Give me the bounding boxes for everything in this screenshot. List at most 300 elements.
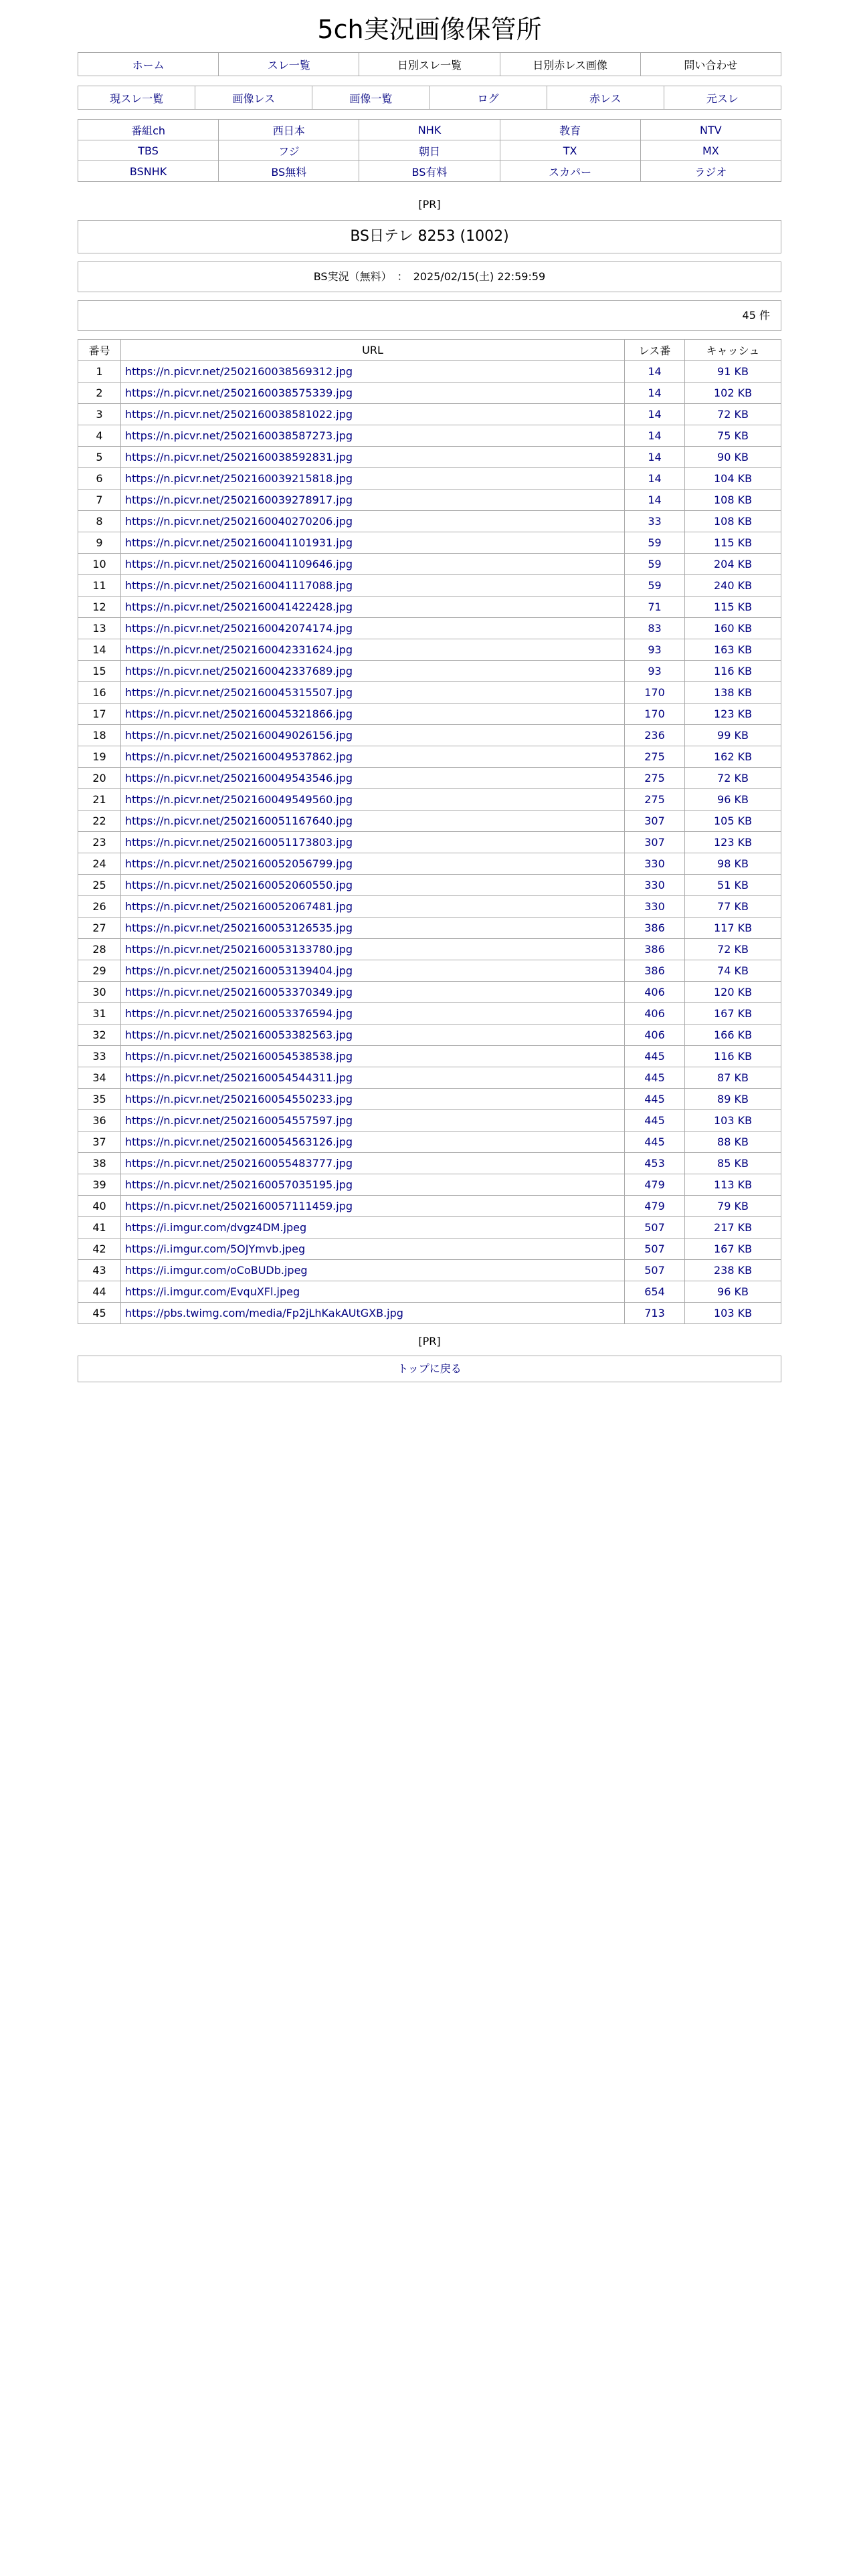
row-res-link[interactable]: 59 bbox=[625, 532, 685, 554]
row-index: 22 bbox=[78, 811, 121, 832]
channel-link[interactable]: スカパー bbox=[549, 165, 592, 179]
row-cache-link[interactable]: 74 KB bbox=[685, 960, 781, 982]
row-cache-link[interactable]: 117 KB bbox=[685, 918, 781, 939]
nav-secondary-item[interactable]: 元スレ bbox=[706, 92, 739, 105]
row-cache-link[interactable]: 96 KB bbox=[685, 789, 781, 811]
row-cache-link[interactable]: 87 KB bbox=[685, 1067, 781, 1089]
row-res-link[interactable]: 406 bbox=[625, 1003, 685, 1025]
table-row bbox=[78, 789, 781, 811]
row-url-cell bbox=[121, 811, 625, 832]
nav-primary-cell bbox=[500, 53, 640, 76]
row-url-cell bbox=[121, 618, 625, 639]
nav-secondary-cell bbox=[195, 86, 312, 110]
row-cache-link[interactable]: 99 KB bbox=[685, 725, 781, 746]
table-row bbox=[78, 1067, 781, 1089]
channel-link[interactable]: 西日本 bbox=[272, 124, 305, 137]
row-url-link[interactable]: https://n.picvr.net/2502160053133780.jpg bbox=[125, 943, 353, 956]
row-url-cell bbox=[121, 768, 625, 789]
secondary-nav bbox=[78, 86, 781, 110]
row-index: 6 bbox=[78, 468, 121, 490]
channel-link[interactable]: BSNHK bbox=[129, 165, 167, 178]
row-res-link[interactable]: 307 bbox=[625, 811, 685, 832]
row-index: 36 bbox=[78, 1110, 121, 1132]
row-res-link[interactable]: 453 bbox=[625, 1153, 685, 1174]
row-url-cell bbox=[121, 1303, 625, 1324]
table-row bbox=[78, 597, 781, 618]
row-url-link[interactable]: https://n.picvr.net/2502160051167640.jpg bbox=[125, 815, 353, 827]
row-index: 1 bbox=[78, 361, 121, 383]
row-url-link[interactable]: https://n.picvr.net/2502160053126535.jpg bbox=[125, 922, 353, 934]
channel-link[interactable]: 番組ch bbox=[131, 124, 166, 137]
row-cache-link[interactable]: 98 KB bbox=[685, 853, 781, 875]
row-url-cell bbox=[121, 554, 625, 575]
row-url-link[interactable]: https://n.picvr.net/2502160038575339.jpg bbox=[125, 387, 353, 399]
channel-link[interactable]: BS無料 bbox=[271, 165, 307, 179]
nav-secondary-item[interactable]: 画像レス bbox=[232, 92, 275, 105]
row-url-link[interactable]: https://n.picvr.net/2502160054544311.jpg bbox=[125, 1071, 353, 1084]
row-cache-link[interactable]: 138 KB bbox=[685, 682, 781, 704]
table-row bbox=[78, 1089, 781, 1110]
row-res-link[interactable]: 14 bbox=[625, 490, 685, 511]
table-row bbox=[78, 1281, 781, 1303]
row-url-cell bbox=[121, 468, 625, 490]
row-res-link[interactable]: 479 bbox=[625, 1174, 685, 1196]
row-res-link[interactable]: 14 bbox=[625, 383, 685, 404]
row-index: 35 bbox=[78, 1089, 121, 1110]
row-cache-link[interactable]: 85 KB bbox=[685, 1153, 781, 1174]
row-index: 28 bbox=[78, 939, 121, 960]
row-cache-link[interactable]: 96 KB bbox=[685, 1281, 781, 1303]
row-index: 19 bbox=[78, 746, 121, 768]
row-cache-link[interactable]: 160 KB bbox=[685, 618, 781, 639]
row-res-link[interactable]: 14 bbox=[625, 468, 685, 490]
row-res-link[interactable]: 507 bbox=[625, 1239, 685, 1260]
table-row bbox=[78, 1025, 781, 1046]
row-url-link[interactable]: https://n.picvr.net/2502160041109646.jpg bbox=[125, 558, 353, 570]
row-url-cell bbox=[121, 704, 625, 725]
row-res-link[interactable]: 59 bbox=[625, 554, 685, 575]
table-row bbox=[78, 383, 781, 404]
nav-primary-cell bbox=[219, 53, 359, 76]
nav-secondary-item[interactable]: ログ bbox=[477, 92, 499, 105]
row-cache-link[interactable]: 115 KB bbox=[685, 597, 781, 618]
row-res-link[interactable]: 406 bbox=[625, 1025, 685, 1046]
row-cache-link[interactable]: 162 KB bbox=[685, 746, 781, 768]
nav-primary-cell bbox=[78, 53, 219, 76]
row-index: 31 bbox=[78, 1003, 121, 1025]
row-cache-link[interactable]: 89 KB bbox=[685, 1089, 781, 1110]
nav-primary-item[interactable]: ホーム bbox=[132, 58, 165, 72]
row-url-link[interactable]: https://n.picvr.net/2502160041117088.jpg bbox=[125, 579, 353, 592]
channel-cell bbox=[219, 161, 359, 182]
row-url-link[interactable]: https://pbs.twimg.com/media/Fp2jLhKakAUtGXB.jpg bbox=[125, 1307, 403, 1319]
row-index: 32 bbox=[78, 1025, 121, 1046]
row-url-link[interactable]: https://n.picvr.net/2502160038581022.jpg bbox=[125, 408, 353, 421]
table-row bbox=[78, 725, 781, 746]
row-url-link[interactable]: https://n.picvr.net/2502160052067481.jpg bbox=[125, 900, 353, 913]
row-res-link[interactable]: 275 bbox=[625, 768, 685, 789]
nav-secondary-cell bbox=[547, 86, 664, 110]
channel-link[interactable]: 教育 bbox=[559, 124, 581, 137]
pr-label[interactable]: [PR] bbox=[418, 198, 441, 211]
row-cache-link[interactable]: 217 KB bbox=[685, 1217, 781, 1239]
row-cache-link[interactable]: 163 KB bbox=[685, 639, 781, 661]
row-index: 2 bbox=[78, 383, 121, 404]
row-url-link[interactable]: https://n.picvr.net/2502160038587273.jpg bbox=[125, 429, 353, 442]
row-url-link[interactable]: https://n.picvr.net/2502160049026156.jpg bbox=[125, 729, 353, 742]
channel-cell bbox=[640, 140, 781, 161]
row-cache-link[interactable]: 72 KB bbox=[685, 939, 781, 960]
row-cache-link[interactable]: 103 KB bbox=[685, 1303, 781, 1324]
row-index: 45 bbox=[78, 1303, 121, 1324]
channel-link[interactable]: ラジオ bbox=[694, 165, 727, 179]
row-index: 21 bbox=[78, 789, 121, 811]
row-index: 20 bbox=[78, 768, 121, 789]
row-res-link[interactable]: 14 bbox=[625, 447, 685, 468]
row-url-cell bbox=[121, 1281, 625, 1303]
table-row bbox=[78, 1217, 781, 1239]
row-url-link[interactable]: https://n.picvr.net/2502160045315507.jpg bbox=[125, 686, 353, 699]
row-url-link[interactable]: https://n.picvr.net/2502160053382563.jpg bbox=[125, 1029, 353, 1041]
row-cache-link[interactable]: 204 KB bbox=[685, 554, 781, 575]
row-cache-link[interactable]: 72 KB bbox=[685, 768, 781, 789]
channel-link[interactable]: NHK bbox=[417, 123, 442, 136]
table-row bbox=[78, 532, 781, 554]
row-index: 18 bbox=[78, 725, 121, 746]
table-row bbox=[78, 1132, 781, 1153]
row-index: 11 bbox=[78, 575, 121, 597]
row-cache-link[interactable]: 90 KB bbox=[685, 447, 781, 468]
row-cache-link[interactable]: 91 KB bbox=[685, 361, 781, 383]
header-index: 番号 bbox=[78, 340, 121, 361]
row-url-link[interactable]: https://n.picvr.net/2502160038592831.jpg bbox=[125, 451, 353, 463]
row-url-link[interactable]: https://n.picvr.net/2502160040270206.jpg bbox=[125, 515, 353, 528]
row-url-cell bbox=[121, 725, 625, 746]
row-url-cell bbox=[121, 1046, 625, 1067]
channel-cell bbox=[500, 161, 640, 182]
table-row bbox=[78, 875, 781, 896]
row-res-link[interactable]: 170 bbox=[625, 704, 685, 725]
row-url-link[interactable]: https://n.picvr.net/2502160054538538.jpg bbox=[125, 1050, 353, 1063]
row-index: 5 bbox=[78, 447, 121, 468]
table-row bbox=[78, 511, 781, 532]
row-url-cell bbox=[121, 1239, 625, 1260]
row-cache-link[interactable]: 116 KB bbox=[685, 661, 781, 682]
row-url-cell bbox=[121, 789, 625, 811]
row-url-cell bbox=[121, 425, 625, 447]
row-url-cell bbox=[121, 361, 625, 383]
table-row bbox=[78, 1003, 781, 1025]
row-url-link[interactable]: https://n.picvr.net/2502160052056799.jpg bbox=[125, 857, 353, 870]
row-index: 7 bbox=[78, 490, 121, 511]
row-index: 37 bbox=[78, 1132, 121, 1153]
channel-cell bbox=[640, 120, 781, 140]
row-url-link[interactable]: https://n.picvr.net/2502160045321866.jpg bbox=[125, 708, 353, 720]
row-res-link[interactable]: 386 bbox=[625, 918, 685, 939]
row-url-cell bbox=[121, 918, 625, 939]
row-cache-link[interactable]: 123 KB bbox=[685, 832, 781, 853]
channel-cell bbox=[78, 161, 219, 182]
row-cache-link[interactable]: 108 KB bbox=[685, 490, 781, 511]
row-url-cell bbox=[121, 939, 625, 960]
row-index: 9 bbox=[78, 532, 121, 554]
row-res-link[interactable]: 236 bbox=[625, 725, 685, 746]
row-url-link[interactable]: https://n.picvr.net/2502160053139404.jpg bbox=[125, 964, 353, 977]
row-url-link[interactable]: https://n.picvr.net/2502160039278917.jpg bbox=[125, 494, 353, 506]
row-cache-link[interactable]: 123 KB bbox=[685, 704, 781, 725]
table-row bbox=[78, 490, 781, 511]
row-url-link[interactable]: https://n.picvr.net/2502160057111459.jpg bbox=[125, 1200, 353, 1212]
row-res-link[interactable]: 507 bbox=[625, 1260, 685, 1281]
row-cache-link[interactable]: 104 KB bbox=[685, 468, 781, 490]
table-row bbox=[78, 404, 781, 425]
row-res-link[interactable]: 386 bbox=[625, 960, 685, 982]
row-url-cell bbox=[121, 490, 625, 511]
row-cache-link[interactable]: 79 KB bbox=[685, 1196, 781, 1217]
row-res-link[interactable]: 330 bbox=[625, 875, 685, 896]
row-url-link[interactable]: https://n.picvr.net/2502160053370349.jpg bbox=[125, 986, 353, 998]
thread-title: BS日テレ 8253 (1002) bbox=[78, 220, 781, 253]
item-count: 45 件 bbox=[78, 300, 781, 331]
row-index: 12 bbox=[78, 597, 121, 618]
row-res-link[interactable]: 654 bbox=[625, 1281, 685, 1303]
row-res-link[interactable]: 445 bbox=[625, 1089, 685, 1110]
row-cache-link[interactable]: 75 KB bbox=[685, 425, 781, 447]
row-res-link[interactable]: 71 bbox=[625, 597, 685, 618]
table-row bbox=[78, 960, 781, 982]
row-url-link[interactable]: https://n.picvr.net/2502160049549560.jpg bbox=[125, 793, 353, 806]
row-index: 38 bbox=[78, 1153, 121, 1174]
header-url: URL bbox=[121, 340, 625, 361]
row-url-link[interactable]: https://n.picvr.net/2502160049537862.jpg bbox=[125, 750, 353, 763]
row-url-link[interactable]: https://i.imgur.com/dvgz4DM.jpeg bbox=[125, 1221, 307, 1234]
row-index: 29 bbox=[78, 960, 121, 982]
row-res-link[interactable]: 59 bbox=[625, 575, 685, 597]
nav-secondary-item[interactable]: 現スレ一覧 bbox=[110, 92, 164, 105]
row-url-cell bbox=[121, 746, 625, 768]
table-row bbox=[78, 1174, 781, 1196]
row-url-cell bbox=[121, 1067, 625, 1089]
row-url-cell bbox=[121, 1174, 625, 1196]
row-url-link[interactable]: https://n.picvr.net/2502160054550233.jpg bbox=[125, 1093, 353, 1105]
row-url-link[interactable]: https://n.picvr.net/2502160042331624.jpg bbox=[125, 643, 353, 656]
row-cache-link[interactable]: 102 KB bbox=[685, 383, 781, 404]
row-index: 26 bbox=[78, 896, 121, 918]
table-row bbox=[78, 639, 781, 661]
row-index: 10 bbox=[78, 554, 121, 575]
row-url-link[interactable]: https://n.picvr.net/2502160051173803.jpg bbox=[125, 836, 353, 849]
table-header-row bbox=[78, 340, 781, 361]
row-cache-link[interactable]: 238 KB bbox=[685, 1260, 781, 1281]
row-cache-link[interactable]: 88 KB bbox=[685, 1132, 781, 1153]
row-cache-link[interactable]: 166 KB bbox=[685, 1025, 781, 1046]
table-row bbox=[78, 682, 781, 704]
row-url-link[interactable]: https://n.picvr.net/2502160054563126.jpg bbox=[125, 1136, 353, 1148]
row-res-link[interactable]: 170 bbox=[625, 682, 685, 704]
row-index: 27 bbox=[78, 918, 121, 939]
row-index: 14 bbox=[78, 639, 121, 661]
row-url-cell bbox=[121, 896, 625, 918]
nav-secondary-cell bbox=[312, 86, 430, 110]
row-res-link[interactable]: 275 bbox=[625, 746, 685, 768]
channel-cell bbox=[640, 161, 781, 182]
row-url-link[interactable]: https://n.picvr.net/2502160041422428.jpg bbox=[125, 601, 353, 613]
row-url-cell bbox=[121, 1089, 625, 1110]
row-url-link[interactable]: https://i.imgur.com/EvquXFl.jpeg bbox=[125, 1285, 300, 1298]
row-res-link[interactable]: 445 bbox=[625, 1046, 685, 1067]
row-url-link[interactable]: https://n.picvr.net/2502160041101931.jpg bbox=[125, 536, 353, 549]
row-res-link[interactable]: 33 bbox=[625, 511, 685, 532]
channel-row bbox=[78, 140, 781, 161]
row-url-link[interactable]: https://n.picvr.net/2502160042074174.jpg bbox=[125, 622, 353, 635]
row-url-cell bbox=[121, 1110, 625, 1132]
row-index: 3 bbox=[78, 404, 121, 425]
table-row bbox=[78, 618, 781, 639]
row-cache-link[interactable]: 120 KB bbox=[685, 982, 781, 1003]
row-url-cell bbox=[121, 532, 625, 554]
nav-primary-item: 問い合わせ bbox=[684, 58, 738, 72]
row-index: 30 bbox=[78, 982, 121, 1003]
table-row bbox=[78, 661, 781, 682]
row-index: 16 bbox=[78, 682, 121, 704]
channel-cell bbox=[500, 120, 640, 140]
row-url-link[interactable]: https://n.picvr.net/2502160042337689.jpg bbox=[125, 665, 353, 677]
row-cache-link[interactable]: 77 KB bbox=[685, 896, 781, 918]
row-url-cell bbox=[121, 1217, 625, 1239]
row-url-link[interactable]: https://i.imgur.com/oCoBUDb.jpeg bbox=[125, 1264, 308, 1277]
row-index: 13 bbox=[78, 618, 121, 639]
table-row bbox=[78, 1260, 781, 1281]
channel-cell bbox=[359, 120, 500, 140]
row-cache-link[interactable]: 103 KB bbox=[685, 1110, 781, 1132]
back-to-top-link[interactable]: トップに戻る bbox=[397, 1362, 462, 1375]
row-index: 15 bbox=[78, 661, 121, 682]
row-res-link[interactable]: 386 bbox=[625, 939, 685, 960]
row-index: 4 bbox=[78, 425, 121, 447]
image-table bbox=[78, 339, 781, 1324]
table-row bbox=[78, 1239, 781, 1260]
row-res-link[interactable]: 445 bbox=[625, 1132, 685, 1153]
row-index: 17 bbox=[78, 704, 121, 725]
row-url-cell bbox=[121, 682, 625, 704]
row-url-link[interactable]: https://n.picvr.net/2502160039215818.jpg bbox=[125, 472, 353, 485]
site-title: 5ch実況画像保管所 bbox=[317, 15, 542, 44]
table-row bbox=[78, 425, 781, 447]
row-url-link[interactable]: https://n.picvr.net/2502160055483777.jpg bbox=[125, 1157, 353, 1170]
row-index: 41 bbox=[78, 1217, 121, 1239]
table-row bbox=[78, 1196, 781, 1217]
row-url-cell bbox=[121, 1003, 625, 1025]
channel-link[interactable]: 朝日 bbox=[418, 144, 440, 158]
row-cache-link[interactable]: 108 KB bbox=[685, 511, 781, 532]
row-index: 8 bbox=[78, 511, 121, 532]
row-index: 44 bbox=[78, 1281, 121, 1303]
row-res-link[interactable]: 445 bbox=[625, 1110, 685, 1132]
row-res-link[interactable]: 83 bbox=[625, 618, 685, 639]
bottom-pr-label[interactable]: [PR] bbox=[418, 1335, 441, 1348]
row-res-link[interactable]: 406 bbox=[625, 982, 685, 1003]
row-res-link[interactable]: 479 bbox=[625, 1196, 685, 1217]
row-res-link[interactable]: 93 bbox=[625, 639, 685, 661]
row-url-cell bbox=[121, 575, 625, 597]
row-url-link[interactable]: https://n.picvr.net/2502160054557597.jpg bbox=[125, 1114, 353, 1127]
row-url-link[interactable]: https://i.imgur.com/5OJYmvb.jpeg bbox=[125, 1243, 306, 1255]
row-cache-link[interactable]: 167 KB bbox=[685, 1239, 781, 1260]
row-cache-link[interactable]: 115 KB bbox=[685, 532, 781, 554]
row-url-cell bbox=[121, 1153, 625, 1174]
table-row bbox=[78, 768, 781, 789]
row-url-cell bbox=[121, 960, 625, 982]
row-cache-link[interactable]: 167 KB bbox=[685, 1003, 781, 1025]
channel-link[interactable]: TBS bbox=[138, 144, 159, 157]
table-row bbox=[78, 1303, 781, 1324]
table-row bbox=[78, 575, 781, 597]
channel-link[interactable]: BS有料 bbox=[411, 165, 448, 179]
row-cache-link[interactable]: 116 KB bbox=[685, 1046, 781, 1067]
row-cache-link[interactable]: 72 KB bbox=[685, 404, 781, 425]
row-url-link[interactable]: https://n.picvr.net/2502160049543546.jpg bbox=[125, 772, 353, 784]
channel-link[interactable]: フジ bbox=[278, 144, 300, 158]
row-res-link[interactable]: 14 bbox=[625, 404, 685, 425]
row-res-link[interactable]: 93 bbox=[625, 661, 685, 682]
row-res-link[interactable]: 307 bbox=[625, 832, 685, 853]
row-res-link[interactable]: 330 bbox=[625, 853, 685, 875]
row-res-link[interactable]: 275 bbox=[625, 789, 685, 811]
row-url-link[interactable]: https://n.picvr.net/2502160057035195.jpg bbox=[125, 1178, 353, 1191]
row-index: 25 bbox=[78, 875, 121, 896]
row-index: 33 bbox=[78, 1046, 121, 1067]
nav-secondary-item[interactable]: 画像一覧 bbox=[349, 92, 393, 105]
row-url-cell bbox=[121, 1132, 625, 1153]
row-url-cell bbox=[121, 853, 625, 875]
channel-row bbox=[78, 120, 781, 140]
row-url-cell bbox=[121, 597, 625, 618]
row-url-cell bbox=[121, 1025, 625, 1046]
header-cache: キャッシュ bbox=[685, 340, 781, 361]
channel-cell bbox=[500, 140, 640, 161]
row-res-link[interactable]: 445 bbox=[625, 1067, 685, 1089]
table-row bbox=[78, 447, 781, 468]
channel-link[interactable]: MX bbox=[702, 144, 719, 157]
row-index: 42 bbox=[78, 1239, 121, 1260]
row-url-link[interactable]: https://n.picvr.net/2502160052060550.jpg bbox=[125, 879, 353, 891]
nav-secondary-item[interactable]: 赤レス bbox=[589, 92, 622, 105]
row-res-link[interactable]: 14 bbox=[625, 425, 685, 447]
row-cache-link[interactable]: 105 KB bbox=[685, 811, 781, 832]
nav-primary-cell bbox=[640, 53, 781, 76]
row-url-link[interactable]: https://n.picvr.net/2502160053376594.jpg bbox=[125, 1007, 353, 1020]
row-cache-link[interactable]: 240 KB bbox=[685, 575, 781, 597]
table-row bbox=[78, 832, 781, 853]
table-row bbox=[78, 918, 781, 939]
row-res-link[interactable]: 507 bbox=[625, 1217, 685, 1239]
row-url-link[interactable]: https://n.picvr.net/2502160038569312.jpg bbox=[125, 365, 353, 378]
row-cache-link[interactable]: 113 KB bbox=[685, 1174, 781, 1196]
primary-nav bbox=[78, 52, 781, 76]
channel-link[interactable]: TX bbox=[563, 144, 577, 157]
row-res-link[interactable]: 330 bbox=[625, 896, 685, 918]
channel-cell bbox=[78, 140, 219, 161]
nav-primary-item[interactable]: スレ一覧 bbox=[267, 58, 310, 72]
row-res-link[interactable]: 713 bbox=[625, 1303, 685, 1324]
channel-link[interactable]: NTV bbox=[700, 123, 722, 136]
row-cache-link[interactable]: 51 KB bbox=[685, 875, 781, 896]
header-res: レス番 bbox=[625, 340, 685, 361]
nav-secondary-cell bbox=[664, 86, 781, 110]
nav-primary-item: 日別赤レス画像 bbox=[533, 58, 607, 72]
row-res-link[interactable]: 14 bbox=[625, 361, 685, 383]
table-row bbox=[78, 896, 781, 918]
